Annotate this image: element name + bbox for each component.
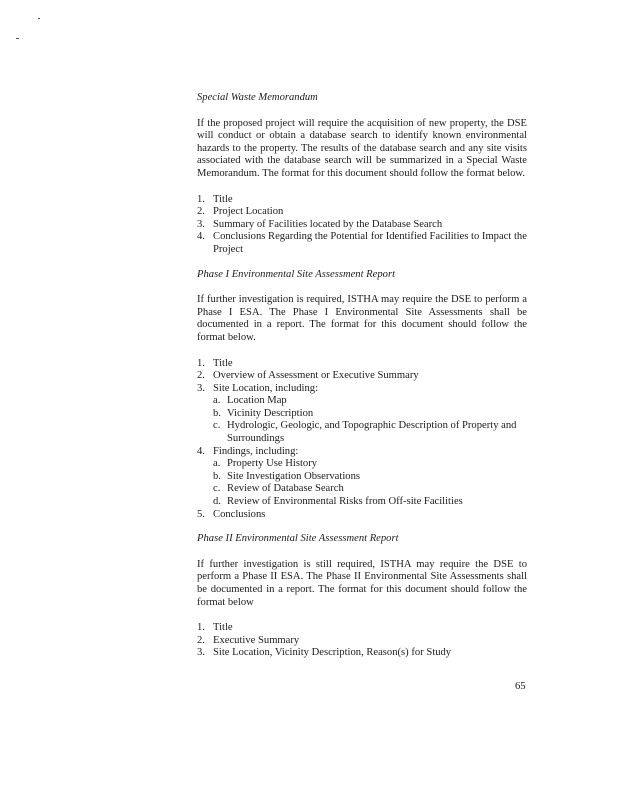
list-item [197,231,527,256]
list-item-number: 4. [197,445,205,457]
page-number: 65 [515,681,526,692]
list-item-number: 2. [197,370,205,382]
numbered-list [197,358,527,522]
list-item-number: 2. [197,206,205,218]
list-item-text: Summary of Facilities located by the Database Search [213,218,443,230]
sub-list-item [197,471,527,484]
sub-list [197,395,527,445]
list-item-text: Conclusions Regarding the Potential for Identified Facilities to Impact the Project [213,231,527,255]
sub-item-text: Review of Database Search [227,483,344,495]
scan-speck [16,38,19,39]
sub-item-text: Location Map [227,395,287,407]
scan-speck [38,18,40,19]
section-paragraph: If further investigation is still required, ISTHA may require the DSE to perform a Phase II ESA. The Phase II Environmental Site Assessments shall be documented in a report. The format for this document should follow the format below [197,558,527,608]
list-item [197,370,527,383]
section-paragraph: If the proposed project will require the acquisition of new property, the DSE will conduct or obtain a database search to identify known environmental hazards to the property. The results of the database search and any site visits associated with the database search will be summarized in a Special Waste Memorandum. The format for this document should follow the format below. [197,117,527,179]
list-item [197,635,527,648]
list-item-number: 1. [197,357,205,369]
list-item-text: Site Location, including: [213,382,319,394]
list-item [197,647,527,660]
section-heading: Phase II Environmental Site Assessment Report [197,533,399,545]
list-item [197,509,527,522]
sub-list [197,458,527,508]
sub-item-text: Vicinity Description [227,407,314,419]
numbered-list [197,194,527,257]
list-item [197,446,527,509]
list-item [197,358,527,371]
list-item-text: Title [213,622,233,634]
list-item-text: Conclusions [213,508,266,520]
list-item-text: Findings, including: [213,445,299,457]
sub-item-letter: b. [213,470,221,482]
list-item [197,219,527,232]
list-item-text: Overview of Assessment or Executive Summary [213,370,419,382]
sub-item-text: Property Use History [227,458,318,470]
sub-item-text: Hydrologic, Geologic, and Topographic Description of Property and Surroundings [227,420,517,445]
sub-list-item [197,483,527,496]
list-item [197,194,527,207]
sub-item-letter: a. [213,395,221,407]
sub-list-item [197,420,527,445]
list-item-number: 4. [197,231,205,243]
list-item [197,383,527,446]
list-item-text: Title [213,357,233,369]
sub-item-text: Review of Environmental Risks from Off-site Facilities [227,496,463,508]
sub-item-text: Site Investigation Observations [227,470,360,482]
list-item-number: 1. [197,193,205,205]
list-item-number: 1. [197,622,205,634]
sub-list-item [197,395,527,408]
section-paragraph: If further investigation is required, ISTHA may require the DSE to perform a Phase I ESA. The Phase I Environmental Site Assessments shall be documented in a report. The format for this document should follow the format below. [197,294,527,343]
sub-item-letter: c. [213,420,221,432]
list-item-number: 2. [197,634,205,646]
list-item-number: 3. [197,382,205,394]
sub-item-letter: d. [213,496,221,508]
section-heading: Phase I Environmental Site Assessment Report [197,268,396,280]
numbered-list [197,622,527,660]
sub-list-item [197,408,527,421]
list-item-text: Site Location, Vicinity Description, Reason(s) for Study [213,647,452,659]
list-item-number: 3. [197,218,205,230]
document-body [197,92,527,672]
list-item-text: Executive Summary [213,634,300,646]
list-item-text: Project Location [213,206,284,218]
list-item [197,206,527,219]
sub-item-letter: a. [213,458,221,470]
sub-list-item [197,496,527,509]
sub-item-letter: c. [213,483,221,495]
list-item-number: 3. [197,647,205,659]
sub-list-item [197,458,527,471]
list-item [197,622,527,635]
section-heading: Special Waste Memorandum [197,92,318,103]
list-item-text: Title [213,193,233,205]
sub-item-letter: b. [213,407,221,419]
list-item-number: 5. [197,508,205,520]
